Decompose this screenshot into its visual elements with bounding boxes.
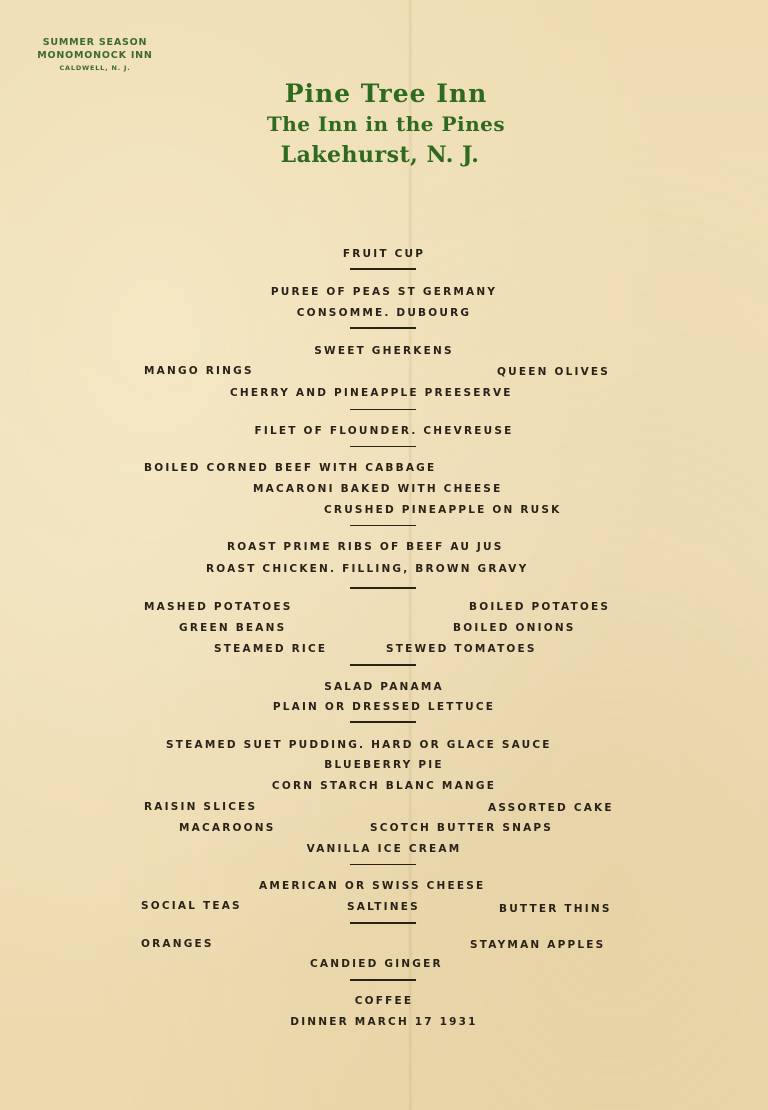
menu-item-vegetable: GREEN BEANS (179, 622, 287, 634)
menu-item-dessert: MACAROONS (179, 822, 276, 834)
menu-item-dessert: ASSORTED CAKE (488, 802, 614, 814)
divider (350, 664, 416, 666)
menu-item-cracker: SOCIAL TEAS (141, 900, 242, 912)
letterhead (30, 36, 160, 74)
letterhead-location: CALDWELL, N. J. (59, 64, 131, 72)
menu-item-fruit: ORANGES (141, 938, 214, 950)
divider (350, 525, 416, 526)
menu-item-roast: ROAST PRIME RIBS OF BEEF AU JUS (227, 541, 504, 553)
divider (350, 268, 416, 270)
menu-item-fruit: CANDIED GINGER (310, 958, 443, 970)
menu-item-soup: CONSOMME. DUBOURG (296, 307, 472, 319)
menu-item-relish: MANGO RINGS (144, 365, 254, 377)
menu-item-dessert: BLUEBERRY PIE (324, 759, 444, 771)
divider (350, 922, 416, 924)
divider (350, 327, 416, 329)
divider (350, 979, 416, 981)
menu-item-roast: ROAST CHICKEN. FILLING, BROWN GRAVY (206, 563, 529, 575)
menu-item-fruit-cup: FRUIT CUP (342, 248, 426, 260)
menu-item-vegetable: BOILED POTATOES (469, 601, 611, 613)
menu-item-salad: PLAIN OR DRESSED LETTUCE (272, 701, 496, 713)
menu-date: DINNER MARCH 17 1931 (290, 1016, 478, 1028)
inn-location: Lakehurst, N. J. (280, 142, 480, 168)
divider (350, 721, 416, 723)
menu-item-relish: SWEET GHERKENS (314, 345, 454, 357)
menu-item-vegetable: STEWED TOMATOES (386, 643, 537, 655)
menu-item-dessert: VANILLA ICE CREAM (306, 843, 462, 855)
menu-item-soup: PUREE OF PEAS ST GERMANY (270, 286, 498, 298)
menu-item-salad: SALAD PANAMA (324, 681, 444, 693)
divider (350, 587, 416, 589)
letterhead-season: SUMMER SEASON (42, 37, 148, 48)
menu-item-coffee: COFFEE (354, 995, 414, 1007)
divider (350, 864, 416, 865)
divider (350, 409, 416, 410)
menu-item-relish: QUEEN OLIVES (497, 366, 611, 378)
masthead (0, 78, 768, 171)
menu-item-cracker: BUTTER THINS (499, 903, 612, 915)
menu-item-dessert: STEAMED SUET PUDDING. HARD OR GLACE SAUCE (166, 739, 552, 751)
menu-item-vegetable: BOILED ONIONS (453, 622, 576, 634)
inn-title: Pine Tree Inn (284, 79, 488, 108)
menu-item-vegetable: MASHED POTATOES (144, 601, 293, 613)
menu-item-cheese: AMERICAN OR SWISS CHEESE (259, 880, 486, 892)
menu-item-dessert: CORN STARCH BLANC MANGE (271, 780, 497, 792)
inn-subtitle: The Inn in the Pines (266, 112, 506, 136)
menu-item-entree: MACARONI BAKED WITH CHEESE (253, 483, 503, 495)
menu-item-fruit: STAYMAN APPLES (470, 939, 606, 951)
menu-item-vegetable: STEAMED RICE (214, 643, 328, 655)
menu-item-entree: CRUSHED PINEAPPLE ON RUSK (324, 504, 562, 516)
letterhead-inn: MONOMONOCK INN (37, 50, 153, 61)
menu-item-entree: BOILED CORNED BEEF WITH CABBAGE (144, 462, 437, 474)
divider (350, 446, 416, 447)
menu-item-fish: FILET OF FLOUNDER. CHEVREUSE (254, 425, 514, 437)
menu-item-dessert: RAISIN SLICES (144, 801, 258, 813)
menu-item-relish: CHERRY AND PINEAPPLE PREESERVE (230, 387, 513, 399)
menu-item-dessert: SCOTCH BUTTER SNAPS (370, 822, 554, 834)
menu-item-cracker: SALTINES (347, 901, 420, 913)
